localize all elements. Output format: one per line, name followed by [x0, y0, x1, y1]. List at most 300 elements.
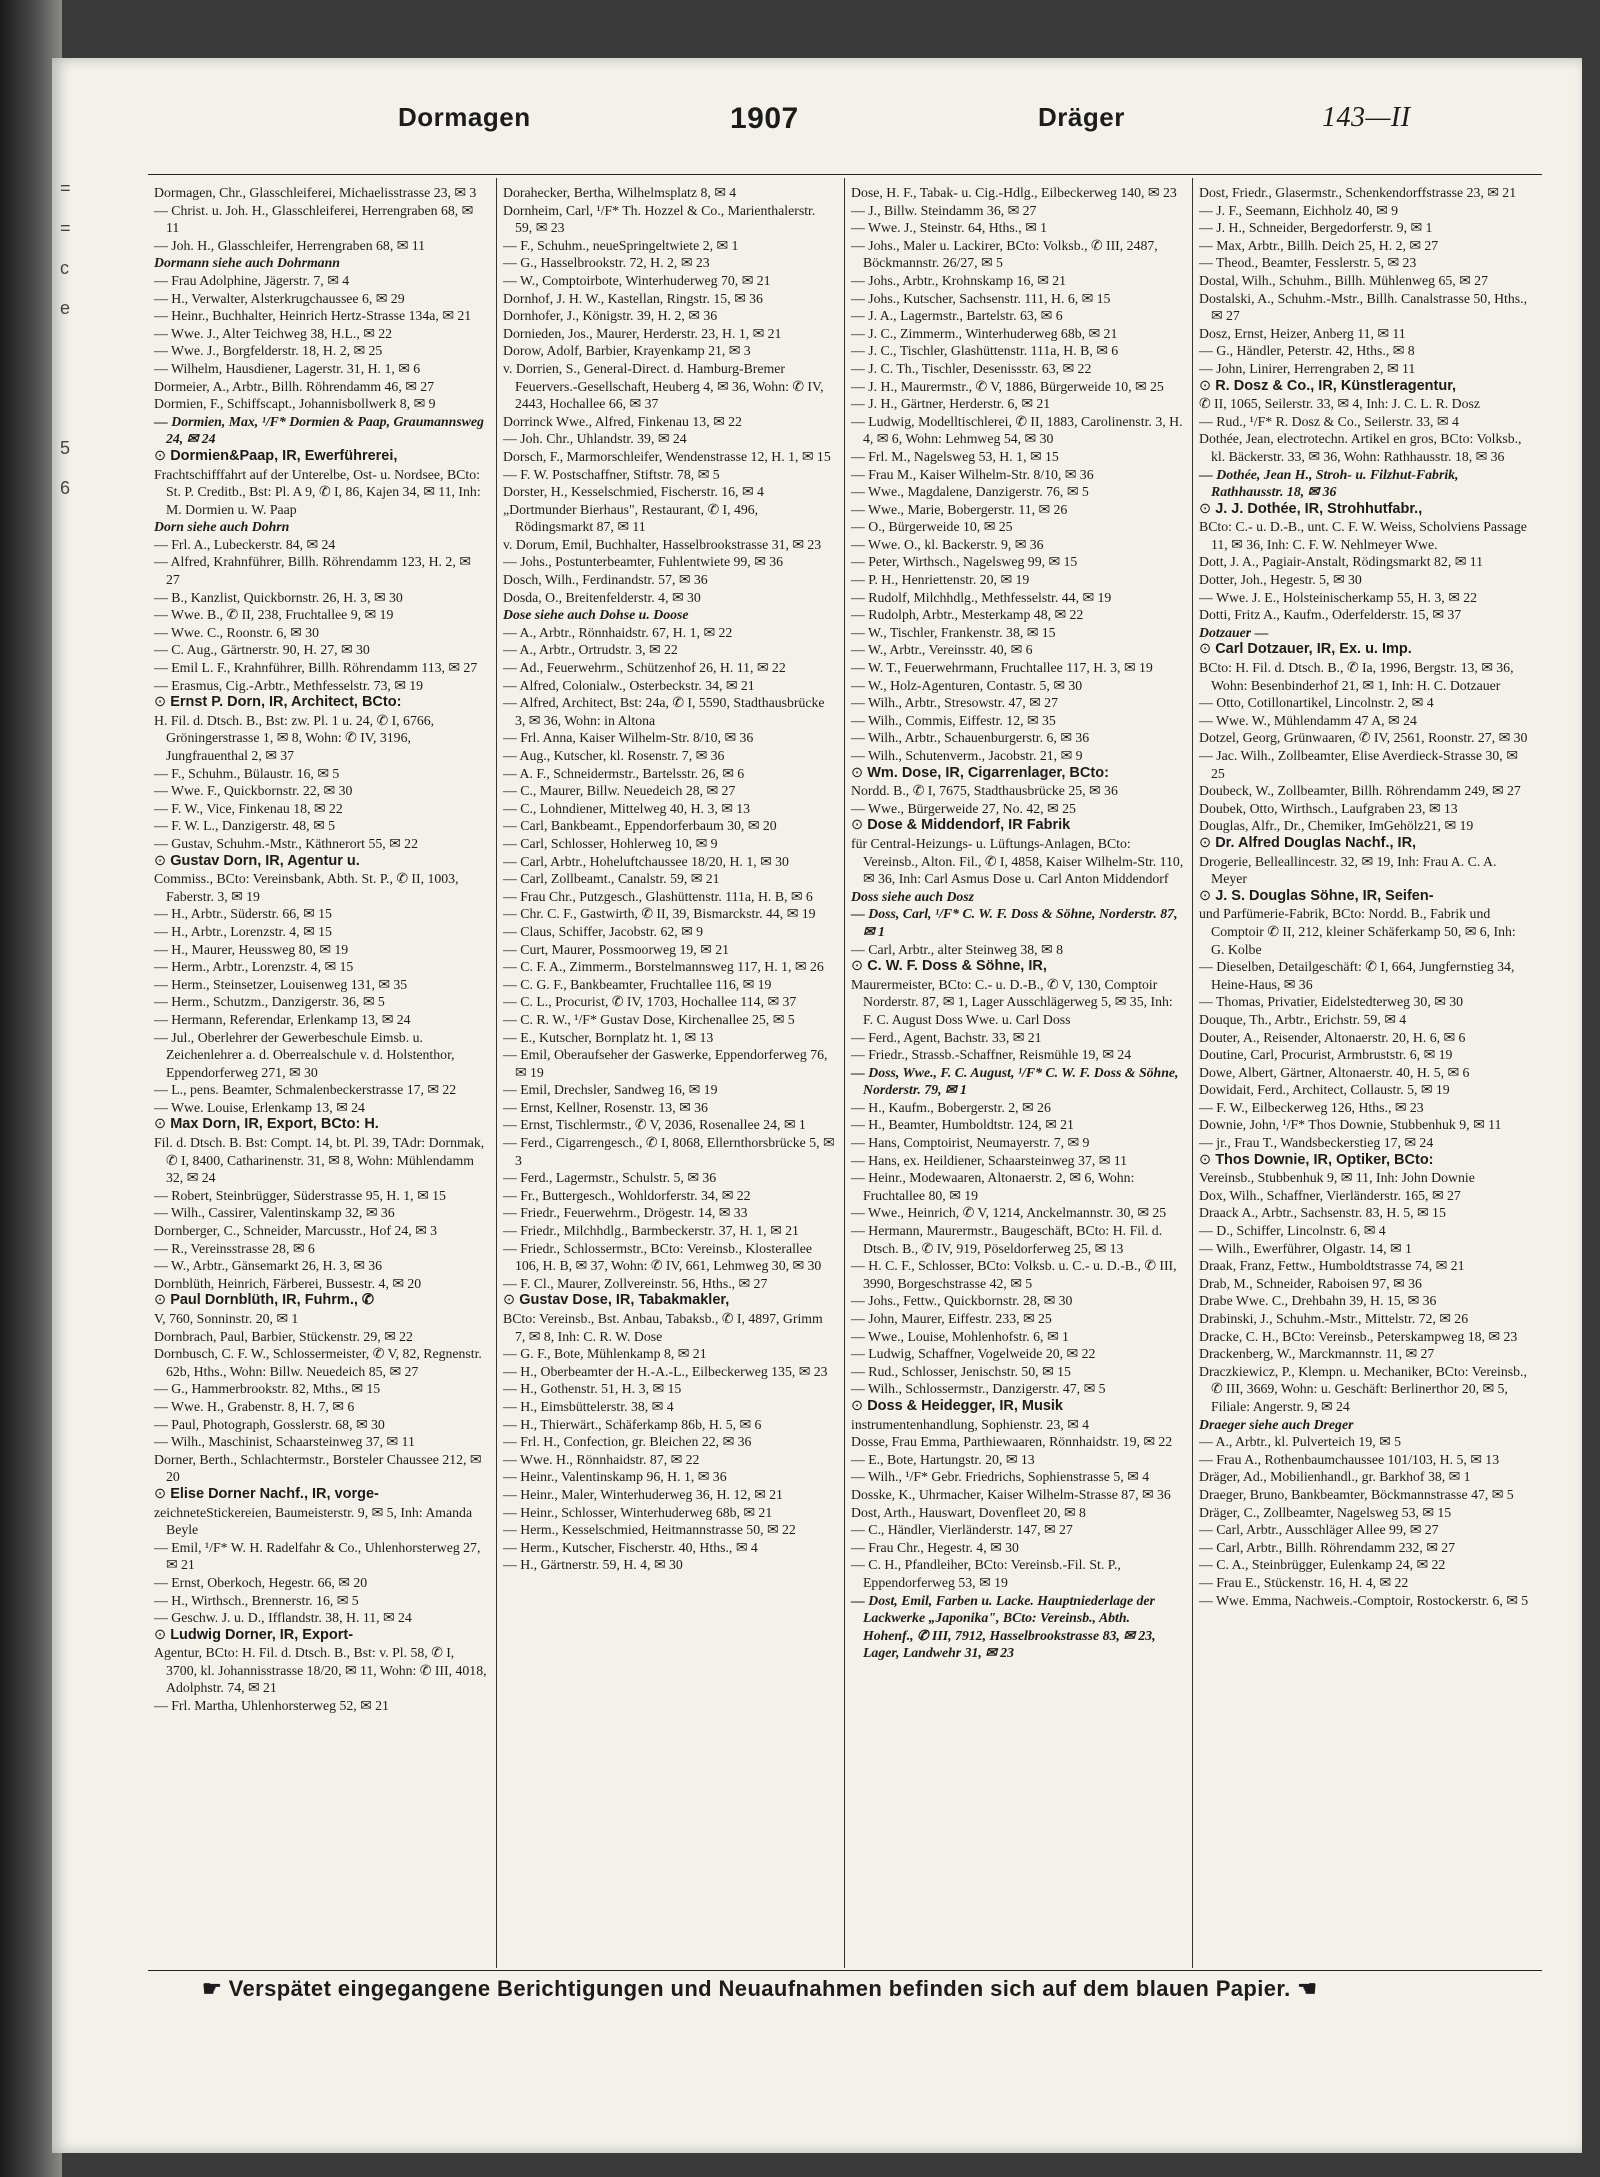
directory-entry: — F. W., Eilbeckerweg 126, Hths., ✉ 23: [1199, 1099, 1424, 1115]
directory-entry: — Johs., Fettw., Quickbornstr. 28, ✉ 30: [851, 1293, 1073, 1309]
directory-entry: — W., Comptoirbote, Winterhuderweg 70, ✉ 21: [503, 272, 771, 288]
margin-mark: e: [60, 298, 71, 318]
directory-entry: — Frau Chr., Putzgesch., Glashüttenstr. 111a, H. B, ✉ 6: [503, 888, 813, 904]
column-4: [1192, 178, 1540, 1968]
directory-entry: — H., Kaufm., Bobergerstr. 2, ✉ 26: [851, 1099, 1051, 1115]
directory-entry: — Emil, ¹/F* W. H. Radelfahr & Co., Uhlenhorsterweg 27, ✉ 21: [154, 1539, 481, 1573]
firm-entry: ⊙ Max Dorn, IR, Export, BCto: H.: [154, 1116, 488, 1134]
header-rule: [148, 174, 1542, 175]
directory-entry: — A., Arbtr., Ortrudstr. 3, ✉ 22: [503, 642, 678, 658]
section-entry: — Doss, Carl, ¹/F* C. W. F. Doss & Söhne, Norderstr. 87, ✉ 1: [851, 906, 1178, 939]
section-entry: Draeger siehe auch Dreger: [1199, 1416, 1354, 1432]
directory-entry: Dox, Wilh., Schaffner, Vierländerstr. 165, ✉ 27: [1199, 1187, 1461, 1203]
directory-entry: Dosse, Frau Emma, Parthiewaaren, Rönnhaidstr. 19, ✉ 22: [851, 1434, 1173, 1450]
directory-entry: — Wilhelm, Hausdiener, Lagerstr. 31, H. 1, ✉ 6: [154, 360, 421, 376]
directory-entry: — Ferd., Cigarrengesch., ✆ I, 8068, Ellernthorsbrücke 5, ✉ 3: [503, 1135, 835, 1168]
directory-entry: — Jac. Wilh., Zollbeamter, Elise Averdieck-Strasse 30, ✉ 25: [1199, 748, 1518, 781]
directory-entry: zeichneteStickereien, Baumeisterstr. 9, ✉ 5, Inh: Amanda Beyle: [154, 1504, 473, 1538]
directory-entry: — Emil, Drechsler, Sandweg 16, ✉ 19: [503, 1082, 718, 1098]
section-entry: Dotzauer —: [1199, 624, 1269, 640]
directory-entry: — Ernst, Oberkoch, Hegestr. 66, ✉ 20: [154, 1574, 368, 1590]
directory-entry: — Wwe. O., kl. Backerstr. 9, ✉ 36: [851, 536, 1044, 552]
firm-entry: ⊙ Dose & Middendorf, IR Fabrik: [851, 817, 1184, 835]
directory-entry: Vereinsb., Stubbenhuk 9, ✉ 11, Inh: John Downie: [1199, 1170, 1475, 1186]
directory-entry: — Robert, Steinbrügger, Süderstrasse 95, H. 1, ✉ 15: [154, 1187, 446, 1203]
directory-entry: — Heinr., Modewaaren, Altonaerstr. 2, ✉ 6, Wohn: Fruchtallee 80, ✉ 19: [851, 1170, 1135, 1203]
section-entry: — Dost, Emil, Farben u. Lacke. Hauptniederlage der Lackwerke „Japonika", BCto: Vereinsb., Abth. Hohenf., ✆ III, 7912, Hasselbrookstrasse 83, ✉ 23, Lager, Landwehr 31, ✉ 23: [851, 1592, 1156, 1661]
directory-entry: — Wilh., Commis, Eiffestr. 12, ✉ 35: [851, 712, 1056, 728]
directory-entry: — Wwe., Bürgerweide 27, No. 42, ✉ 25: [851, 800, 1076, 816]
directory-entry: — Wilh., Schutenverm., Jacobstr. 21, ✉ 9: [851, 748, 1083, 763]
directory-entry: Dornieden, Jos., Maurer, Herderstr. 23, H. 1, ✉ 21: [503, 325, 782, 341]
directory-entry: — J. H., Maurermstr., ✆ V, 1886, Bürgerweide 10, ✉ 25: [851, 378, 1164, 394]
directory-entry: Dost, Friedr., Glasermstr., Schenkendorffstrasse 23, ✉ 21: [1199, 185, 1517, 200]
directory-entry: — P. H., Henriettenstr. 20, ✉ 19: [851, 572, 1030, 588]
directory-entry: Dornheim, Carl, ¹/F* Th. Hozzel & Co., Marienthalerstr. 59, ✉ 23: [503, 202, 816, 236]
directory-entry: — G., Hammerbrookstr. 82, Mths., ✉ 15: [154, 1381, 381, 1397]
directory-entry: — J. F., Seemann, Eichholz 40, ✉ 9: [1199, 202, 1398, 218]
firm-entry: ⊙ Dormien&Paap, IR, Ewerführerei,: [154, 448, 488, 466]
directory-entry: — G., Händler, Peterstr. 42, Hths., ✉ 8: [1199, 343, 1415, 359]
directory-entry: — Herm., Kesselschmied, Heitmannstrasse 50, ✉ 22: [503, 1522, 796, 1538]
directory-entry: Dotzel, Georg, Grünwaaren, ✆ IV, 2561, Roonstr. 27, ✉ 30: [1199, 730, 1528, 746]
directory-entry: — J. H., Schneider, Bergedorferstr. 9, ✉ 1: [1199, 220, 1433, 236]
directory-entry: — H., Gärtnerstr. 59, H. 4, ✉ 30: [503, 1557, 683, 1573]
directory-entry: Drabe Wwe. C., Drehbahn 39, H. 15, ✉ 36: [1199, 1293, 1437, 1309]
section-entry: Dose siehe auch Dohse u. Doose: [503, 607, 689, 623]
section-entry: — Dothée, Jean H., Stroh- u. Filzhut-Fabrik, Rathhausstr. 18, ✉ 36: [1199, 466, 1459, 500]
directory-entry: BCto: C.- u. D.-B., unt. C. F. W. Weiss, Scholviens Passage 11, ✉ 36, Inh: C. F. W. Nehlmeyer Wwe.: [1199, 519, 1527, 552]
directory-entry: — Hans, Comptoirist, Neumayerstr. 7, ✉ 9: [851, 1135, 1090, 1151]
directory-entry: Dotti, Fritz A., Kaufm., Oderfelderstr. 15, ✉ 37: [1199, 607, 1462, 623]
directory-entry: Dornbrach, Paul, Barbier, Stückenstr. 29, ✉ 22: [154, 1328, 413, 1344]
directory-entry: Dorster, H., Kesselschmied, Fischerstr. 16, ✉ 4: [503, 484, 764, 500]
directory-entry: — Wilh., Cassirer, Valentinskamp 32, ✉ 36: [154, 1205, 395, 1221]
directory-entry: — A., Arbtr., Rönnhaidstr. 67, H. 1, ✉ 22: [503, 624, 733, 640]
directory-entry: — Hermann, Maurermstr., Baugeschäft, BCto: H. Fil. d. Dtsch. B., ✆ IV, 919, Pöseldorferweg 25, ✉ 13: [851, 1223, 1163, 1256]
directory-entry: Draeger, Bruno, Bankbeamter, Böckmannstrasse 47, ✉ 5: [1199, 1486, 1514, 1502]
directory-entry: Dott, J. A., Pagiair-Anstalt, Rödingsmarkt 82, ✉ 11: [1199, 554, 1484, 570]
directory-entry: — Paul, Photograph, Gosslerstr. 68, ✉ 30: [154, 1416, 385, 1432]
directory-entry: — jr., Frau T., Wandsbeckerstieg 17, ✉ 24: [1199, 1135, 1434, 1151]
pointing-hand-right-icon: ☚: [1297, 1976, 1318, 2001]
directory-entry: — Ernst, Tischlermstr., ✆ V, 2036, Rosenallee 24, ✉ 1: [503, 1117, 806, 1133]
directory-entry: — F. W. Postschaffner, Stiftstr. 78, ✉ 5: [503, 466, 720, 482]
directory-entry: — Claus, Schiffer, Jacobstr. 62, ✉ 9: [503, 923, 704, 939]
directory-entry: Dorsch, F., Marmorschleifer, Wendenstrasse 12, H. 1, ✉ 15: [503, 448, 831, 464]
directory-entry: — D., Schiffer, Lincolnstr. 6, ✉ 4: [1199, 1223, 1386, 1239]
directory-entry: Dothée, Jean, electrotechn. Artikel en gros, BCto: Volksb., kl. Bäckerstr. 33, ✉ 36, Wohn: Rathhausstr. 18, ✉ 36: [1199, 431, 1522, 464]
directory-entry: — C. A., Steinbrügger, Eulenkamp 24, ✉ 22: [1199, 1557, 1446, 1573]
directory-entry: — F. W. L., Danzigerstr. 48, ✉ 5: [154, 818, 335, 834]
directory-entry: „Dortmunder Bierhaus", Restaurant, ✆ I, 496, Rödingsmarkt 87, ✉ 11: [503, 501, 759, 535]
directory-entry: — Wwe. J. E., Holsteinischerkamp 55, H. 3, ✉ 22: [1199, 589, 1478, 605]
directory-entry: für Central-Heizungs- u. Lüftungs-Anlagen, BCto: Vereinsb., Alton. Fil., ✆ I, 4858, Kaiser Wilhelm-Str. 110, ✉ 36, Inh: Carl Asmus Dose u. Carl Anton Middendorf: [851, 835, 1184, 887]
directory-entry: — Carl, Bankbeamt., Eppendorferbaum 30, ✉ 20: [503, 818, 777, 834]
page-header: [52, 58, 1582, 138]
directory-entry: Doubeck, W., Zollbeamter, Billh. Röhrendamm 249, ✉ 27: [1199, 783, 1521, 799]
margin-mark: c: [60, 258, 69, 278]
directory-entry: — Emil L. F., Krahnführer, Billh. Röhrendamm 113, ✉ 27: [154, 660, 478, 676]
directory-entry: — Wwe. B., ✆ II, 238, Fruchtallee 9, ✉ 19: [154, 607, 394, 623]
directory-entry: Dorow, Adolf, Barbier, Krayenkamp 21, ✉ 3: [503, 343, 751, 359]
firm-entry: ⊙ Gustav Dorn, IR, Agentur u.: [154, 853, 488, 871]
section-entry: — Doss, Wwe., F. C. August, ¹/F* C. W. F. Doss & Söhne, Norderstr. 79, ✉ 1: [851, 1064, 1179, 1098]
directory-entry: Dotter, Joh., Hegestr. 5, ✉ 30: [1199, 572, 1362, 588]
directory-entry: — Johs., Postunterbeamter, Fuhlentwiete 99, ✉ 36: [503, 554, 784, 570]
directory-entry: — C. H., Pfandleiher, BCto: Vereinsb.-Fil. St. P., Eppendorferweg 53, ✉ 19: [851, 1557, 1121, 1590]
directory-entry: — A. F., Schneidermstr., Bartelsstr. 26, ✉ 6: [503, 765, 745, 781]
directory-entry: — Hans, ex. Heildiener, Schaarsteinweg 37, ✉ 11: [851, 1152, 1128, 1168]
directory-entry: — J. H., Gärtner, Herderstr. 6, ✉ 21: [851, 396, 1051, 412]
column-3: [844, 178, 1192, 1968]
directory-entry: Agentur, BCto: H. Fil. d. Dtsch. B., Bst: v. Pl. 58, ✆ I, 3700, kl. Johannisstrasse 18/20, ✉ 11, Wohn: ✆ III, 4018, Adolphstr. 74, ✉ 21: [154, 1645, 487, 1696]
directory-entry: — A., Arbtr., kl. Pulverteich 19, ✉ 5: [1199, 1434, 1402, 1450]
directory-entry: — C. G. F., Bankbeamter, Fruchtallee 116, ✉ 19: [503, 976, 772, 992]
directory-entry: — Carl, Arbtr., alter Steinweg 38, ✉ 8: [851, 941, 1063, 957]
directory-entry: — Ludwig, Schaffner, Vogelweide 20, ✉ 22: [851, 1346, 1096, 1362]
directory-entry: — Frl. H., Confection, gr. Bleichen 22, ✉ 36: [503, 1434, 752, 1450]
directory-entry: — E., Bote, Hartungstr. 20, ✉ 13: [851, 1451, 1035, 1467]
firm-entry: ⊙ J. S. Douglas Söhne, IR, Seifen-: [1199, 888, 1532, 906]
directory-entry: Commiss., BCto: Vereinsbank, Abth. St. P., ✆ II, 1003, Faberstr. 3, ✉ 19: [154, 871, 459, 904]
directory-entry: — Erasmus, Cig.-Arbtr., Methfesselstr. 73, ✉ 19: [154, 677, 424, 693]
directory-entry: — C., Händler, Vierländerstr. 147, ✉ 27: [851, 1522, 1073, 1538]
directory-entry: Dost, Arth., Hauswart, Dovenfleet 20, ✉ 8: [851, 1504, 1086, 1520]
directory-entry: BCto: H. Fil. d. Dtsch. B., ✆ Ia, 1996, Bergstr. 13, ✉ 36, Wohn: Besenbinderhof 21, ✉ 1, Inh: H. C. Dotzauer: [1199, 660, 1514, 693]
directory-entry: — G., Hasselbrookstr. 72, H. 2, ✉ 23: [503, 255, 710, 271]
directory-entry: Douque, Th., Arbtr., Erichstr. 59, ✉ 4: [1199, 1011, 1407, 1027]
directory-entry: — Johs., Kutscher, Sachsenstr. 111, H. 6, ✉ 15: [851, 290, 1111, 306]
directory-entry: Maurermeister, BCto: C.- u. D.-B., ✆ V, 130, Comptoir Norderstr. 87, ✉ 1, Lager Ausschlägerweg 5, ✉ 35, Inh: F. C. August Doss Wwe. u. Carl Doss: [851, 976, 1173, 1027]
directory-entry: Dräger, Ad., Mobilienhandl., gr. Barkhof 38, ✉ 1: [1199, 1469, 1471, 1485]
directory-entry: — Wwe. W., Mühlendamm 47 A, ✉ 24: [1199, 712, 1417, 728]
margin-mark: 5: [60, 438, 71, 458]
directory-entry: — Frau E., Stückenstr. 16, H. 4, ✉ 22: [1199, 1574, 1409, 1590]
header-first-entry: Dormagen: [398, 102, 531, 132]
directory-entry: — Wilh., Arbtr., Schauenburgerstr. 6, ✉ 36: [851, 730, 1090, 746]
directory-entry: — Friedr., Milchhdlg., Barmbeckerstr. 37, H. 1, ✉ 21: [503, 1223, 799, 1239]
header-year: 1907: [730, 102, 799, 135]
directory-entry: — Herm., Arbtr., Lorenzstr. 4, ✉ 15: [154, 959, 354, 975]
firm-entry: ⊙ J. J. Dothée, IR, Strohhutfabr.,: [1199, 501, 1532, 519]
directory-entry: — Wilh., ¹/F* Gebr. Friedrichs, Sophienstrasse 5, ✉ 4: [851, 1469, 1150, 1485]
directory-entry: — Herm., Schutzm., Danzigerstr. 36, ✉ 5: [154, 994, 385, 1010]
directory-entry: — W., Holz-Agenturen, Contastr. 5, ✉ 30: [851, 677, 1083, 693]
directory-entry: Douter, A., Reisender, Altonaerstr. 20, H. 6, ✉ 6: [1199, 1029, 1466, 1045]
directory-entry: Dowe, Albert, Gärtner, Altonaerstr. 40, H. 5, ✉ 6: [1199, 1064, 1470, 1080]
directory-entry: — Aug., Kutscher, kl. Rosenstr. 7, ✉ 36: [503, 748, 725, 763]
directory-entry: — Ad., Feuerwehrm., Schützenhof 26, H. 11, ✉ 22: [503, 660, 786, 676]
directory-entry: Douglas, Alfr., Dr., Chemiker, ImGehölz21, ✉ 19: [1199, 818, 1474, 834]
directory-entry: — Wwe. J., Borgfelderstr. 18, H. 2, ✉ 25: [154, 343, 383, 359]
directory-entry: — B., Kanzlist, Quickbornstr. 26, H. 3, ✉ 30: [154, 589, 403, 605]
directory-entry: Doubek, Otto, Wirthsch., Laufgraben 23, ✉ 13: [1199, 800, 1458, 816]
column-1: [148, 178, 496, 1968]
directory-entry: — H. C. F., Schlosser, BCto: Volksb. u. C.- u. D.-B., ✆ III, 3990, Borgeschstrasse 42, ✉ 5: [851, 1258, 1177, 1291]
directory-entry: — Wilh., Ewerführer, Olgastr. 14, ✉ 1: [1199, 1240, 1412, 1256]
directory-entry: Dornhof, J. H. W., Kastellan, Ringstr. 15, ✉ 36: [503, 290, 763, 306]
directory-entry: — Wwe. H., Rönnhaidstr. 87, ✉ 22: [503, 1451, 700, 1467]
directory-entry: — Friedr., Schlossermstr., BCto: Vereinsb., Klosterallee 106, H. B, ✉ 37, Wohn: ✆ IV, 661, Lehmweg 30, ✉ 30: [503, 1240, 822, 1274]
directory-entry: — Joh. Chr., Uhlandstr. 39, ✉ 24: [503, 431, 687, 447]
directory-entry: — F. W., Vice, Finkenau 18, ✉ 22: [154, 800, 343, 816]
directory-entry: — Heinr., Maler, Winterhuderweg 36, H. 12, ✉ 21: [503, 1486, 783, 1502]
directory-entry: — Wwe. J., Alter Teichweg 38, H.L., ✉ 22: [154, 325, 393, 341]
firm-entry: ⊙ Thos Downie, IR, Optiker, BCto:: [1199, 1152, 1532, 1170]
directory-entry: Dornhofer, J., Königstr. 39, H. 2, ✉ 36: [503, 308, 718, 324]
directory-entry: — Otto, Cotillonartikel, Lincolnstr. 2, ✉ 4: [1199, 695, 1434, 711]
directory-entry: — Johs., Arbtr., Krohnskamp 16, ✉ 21: [851, 272, 1067, 288]
margin-mark: 6: [60, 478, 71, 498]
directory-entry: ✆ II, 1065, Seilerstr. 33, ✉ 4, Inh: J. C. L. R. Dosz: [1199, 396, 1481, 412]
directory-entry: — Carl, Arbtr., Ausschläger Allee 99, ✉ 27: [1199, 1522, 1439, 1538]
directory-entry: — Emil, Oberaufseher der Gaswerke, Eppendorferweg 76, ✉ 19: [503, 1047, 828, 1080]
directory-entry: — L., pens. Beamter, Schmalenbeckerstrasse 17, ✉ 22: [154, 1082, 457, 1098]
directory-entry: — H., Maurer, Heussweg 80, ✉ 19: [154, 941, 349, 957]
directory-entry: Dorrinck Wwe., Alfred, Finkenau 13, ✉ 22: [503, 413, 742, 429]
directory-entry: — Chr. C. F., Gastwirth, ✆ II, 39, Bismarckstr. 44, ✉ 19: [503, 906, 816, 922]
directory-entry: — Wilh., Arbtr., Stresowstr. 47, ✉ 27: [851, 695, 1058, 711]
directory-entry: — Frl. Martha, Uhlenhorsterweg 52, ✉ 21: [154, 1698, 389, 1714]
directory-entry: — R., Vereinsstrasse 28, ✉ 6: [154, 1240, 315, 1256]
directory-entry: — J. C., Zimmerm., Winterhuderweg 68b, ✉ 21: [851, 325, 1118, 341]
directory-entry: Dorahecker, Bertha, Wilhelmsplatz 8, ✉ 4: [503, 185, 737, 200]
directory-entry: — Carl, Arbtr., Billh. Röhrendamm 232, ✉ 27: [1199, 1539, 1456, 1555]
directory-page: [52, 58, 1582, 2153]
directory-entry: — Wilh., Schlossermstr., Danzigerstr. 47, ✉ 5: [851, 1381, 1106, 1397]
directory-entry: — Wwe., Magdalene, Danzigerstr. 76, ✉ 5: [851, 484, 1089, 500]
column-2: [496, 178, 844, 1968]
directory-entry: — Wwe. J., Steinstr. 64, Hths., ✉ 1: [851, 220, 1048, 236]
directory-entry: Drogerie, Belleallincestr. 32, ✉ 19, Inh: Frau A. C. A. Meyer: [1199, 853, 1497, 887]
directory-entry: — H., Verwalter, Alsterkrugchaussee 6, ✉ 29: [154, 290, 405, 306]
directory-entry: — Frau Adolphine, Jägerstr. 7, ✉ 4: [154, 272, 350, 288]
directory-entry: — H., Arbtr., Süderstr. 66, ✉ 15: [154, 906, 332, 922]
directory-entry: — Heinr., Buchhalter, Heinrich Hertz-Strasse 134a, ✉ 21: [154, 308, 472, 324]
directory-entry: — W., Tischler, Frankenstr. 38, ✉ 15: [851, 624, 1056, 640]
firm-entry: ⊙ Ernst P. Dorn, IR, Architect, BCto:: [154, 694, 488, 712]
directory-entry: — Carl, Arbtr., Hoheluftchaussee 18/20, H. 1, ✉ 30: [503, 853, 789, 869]
directory-entry: — Friedr., Feuerwehrm., Drögestr. 14, ✉ 33: [503, 1205, 748, 1221]
directory-entry: — H., Beamter, Humboldtstr. 124, ✉ 21: [851, 1117, 1074, 1133]
directory-entry: — Peter, Wirthsch., Nagelsweg 99, ✉ 15: [851, 554, 1078, 570]
firm-entry: ⊙ Carl Dotzauer, IR, Ex. u. Imp.: [1199, 641, 1532, 659]
directory-entry: Dräger, C., Zollbeamter, Nagelsweg 53, ✉ 15: [1199, 1504, 1452, 1520]
margin-mark: =: [60, 178, 71, 198]
section-entry: Dorn siehe auch Dohrn: [154, 519, 290, 535]
directory-entry: Drabinski, J., Schuhm.-Mstr., Mittelstr. 72, ✉ 26: [1199, 1311, 1469, 1326]
directory-entry: Dormeier, A., Arbtr., Billh. Röhrendamm 46, ✉ 27: [154, 378, 435, 394]
directory-entry: — Theod., Beamter, Fesslerstr. 5, ✉ 23: [1199, 255, 1417, 271]
directory-entry: — Wwe. Emma, Nachweis.-Comptoir, Rostockerstr. 6, ✉ 5: [1199, 1592, 1529, 1608]
directory-entry: Dosz, Ernst, Heizer, Anberg 11, ✉ 11: [1199, 325, 1406, 341]
directory-entry: — F., Schuhm., Bülaustr. 16, ✉ 5: [154, 765, 340, 781]
directory-entry: Dose, H. F., Tabak- u. Cig.-Hdlg., Eilbeckerweg 140, ✉ 23: [851, 185, 1177, 200]
directory-entry: Dormien, F., Schiffscapt., Johannisbollwerk 8, ✉ 9: [154, 396, 436, 412]
directory-entry: — Rud., ¹/F* R. Dosz & Co., Seilerstr. 33, ✉ 4: [1199, 413, 1459, 429]
firm-entry: ⊙ Dr. Alfred Douglas Nachf., IR,: [1199, 835, 1532, 853]
directory-entry: — G. F., Bote, Mühlenkamp 8, ✉ 21: [503, 1346, 707, 1362]
page-number: 143—II: [1322, 102, 1411, 133]
directory-entry: — Fr., Buttergesch., Wohldorferstr. 34, ✉ 22: [503, 1187, 751, 1203]
directory-entry: — W. T., Feuerwehrmann, Fruchtallee 117, H. 3, ✉ 19: [851, 660, 1153, 676]
directory-entry: — Hermann, Referendar, Erlenkamp 13, ✉ 24: [154, 1011, 411, 1027]
directory-entry: — C., Lohndiener, Mittelweg 40, H. 3, ✉ 13: [503, 800, 751, 816]
firm-entry: ⊙ C. W. F. Doss & Söhne, IR,: [851, 958, 1184, 976]
directory-entry: — H., Gothenstr. 51, H. 3, ✉ 15: [503, 1381, 682, 1397]
directory-entry: Drackenberg, W., Marckmannstr. 11, ✉ 27: [1199, 1346, 1435, 1362]
directory-entry: — H., Oberbeamter der H.-A.-L., Eilbeckerweg 135, ✉ 23: [503, 1363, 828, 1379]
directory-entry: — H., Arbtr., Lorenzstr. 4, ✉ 15: [154, 923, 332, 939]
directory-entry: — Wwe., Louise, Mohlenhofstr. 6, ✉ 1: [851, 1328, 1069, 1344]
directory-entry: — Wwe. F., Quickbornstr. 22, ✉ 30: [154, 783, 353, 799]
directory-entry: — O., Bürgerweide 10, ✉ 25: [851, 519, 1013, 535]
directory-entry: — Gustav, Schuhm.-Mstr., Käthnerort 55, ✉ 22: [154, 835, 418, 851]
directory-entry: Dornberger, C., Schneider, Marcusstr., Hof 24, ✉ 3: [154, 1223, 438, 1239]
directory-entry: Dracke, C. H., BCto: Vereinsb., Peterskampweg 18, ✉ 23: [1199, 1328, 1518, 1344]
directory-entry: — C. Aug., Gärtnerstr. 90, H. 27, ✉ 30: [154, 642, 370, 658]
firm-entry: ⊙ Wm. Dose, IR, Cigarrenlager, BCto:: [851, 765, 1184, 783]
directory-entry: instrumentenhandlung, Sophienstr. 23, ✉ 4: [851, 1416, 1090, 1432]
directory-entry: — Christ. u. Joh. H., Glasschleiferei, Herrengraben 68, ✉ 11: [154, 202, 474, 236]
directory-entry: — Heinr., Valentinskamp 96, H. 1, ✉ 36: [503, 1469, 727, 1485]
directory-entry: — Frau M., Kaiser Wilhelm-Str. 8/10, ✉ 36: [851, 466, 1094, 482]
directory-entry: Dowidait, Ferd., Architect, Collaustr. 5, ✉ 19: [1199, 1082, 1450, 1098]
firm-entry: ⊙ Gustav Dose, IR, Tabakmakler,: [503, 1292, 836, 1310]
directory-entry: Dosske, K., Uhrmacher, Kaiser Wilhelm-Strasse 87, ✉ 36: [851, 1486, 1171, 1502]
directory-entry: Dormagen, Chr., Glasschleiferei, Michaelisstrasse 23, ✉ 3: [154, 185, 477, 200]
directory-entry: — F., Schuhm., neueSpringeltwiete 2, ✉ 1: [503, 237, 739, 253]
section-entry: Doss siehe auch Dosz: [851, 888, 975, 904]
directory-entry: Drab, M., Schneider, Raboisen 97, ✉ 36: [1199, 1275, 1422, 1291]
directory-entry: — H., Wirthsch., Brennerstr. 16, ✉ 5: [154, 1592, 359, 1608]
directory-entry: — C. F. A., Zimmerm., Borstelmannsweg 117, H. 1, ✉ 26: [503, 959, 824, 975]
directory-entry: — Frau A., Rothenbaumchaussee 101/103, H. 5, ✉ 13: [1199, 1451, 1500, 1467]
directory-entry: — Carl, Zollbeamt., Canalstr. 59, ✉ 21: [503, 871, 720, 887]
directory-entry: — Ferd., Lagermstr., Schulstr. 5, ✉ 36: [503, 1170, 717, 1186]
directory-entry: — Curt, Maurer, Possmoorweg 19, ✉ 21: [503, 941, 729, 957]
directory-entry: — Carl, Schlosser, Hohlerweg 10, ✉ 9: [503, 835, 718, 851]
pointing-hand-left-icon: ☛: [202, 1976, 223, 2001]
footer-rule: [148, 1970, 1542, 1971]
directory-entry: Dornblüth, Heinrich, Färberei, Bussestr. 4, ✉ 20: [154, 1275, 422, 1291]
directory-entry: — Joh. H., Glasschleifer, Herrengraben 68, ✉ 11: [154, 237, 426, 253]
header-last-entry: Dräger: [1038, 102, 1125, 132]
directory-entry: — C., Maurer, Billw. Neuedeich 28, ✉ 27: [503, 783, 736, 799]
directory-entry: v. Dorum, Emil, Buchhalter, Hasselbrookstrasse 31, ✉ 23: [503, 536, 822, 552]
directory-entry: — F. Cl., Maurer, Zollvereinstr. 56, Hths., ✉ 27: [503, 1275, 768, 1291]
directory-entry: Draak, Franz, Fettw., Humboldtstrasse 74, ✉ 21: [1199, 1258, 1465, 1274]
directory-entry: — Wwe. Louise, Erlenkamp 13, ✉ 24: [154, 1099, 365, 1115]
directory-entry: — Rudolf, Milchhdlg., Methfesselstr. 44, ✉ 19: [851, 589, 1112, 605]
directory-entry: — Friedr., Strassb.-Schaffner, Reismühle 19, ✉ 24: [851, 1047, 1132, 1063]
directory-entry: — Jul., Oberlehrer der Gewerbeschule Eimsb. u. Zeichenlehrer a. d. Oberrealschule v. d. Holstenthor, Eppendorferweg 271, ✉ 30: [154, 1029, 455, 1080]
directory-entry: Fil. d. Dtsch. B. Bst: Compt. 14, bt. Pl. 39, TAdr: Dornmak, ✆ I, 8400, Catharinenstr. 31, ✉ 8, Wohn: Mühlendamm 32, ✉ 24: [154, 1135, 485, 1186]
directory-entry: — Rud., Schlosser, Jenischstr. 50, ✉ 15: [851, 1363, 1071, 1379]
directory-entry: Dornbusch, C. F. W., Schlossermeister, ✆ V, 82, Regnenstr. 62b, Hths., Wohn: Billw. Neuedeich 85, ✉ 27: [154, 1346, 482, 1379]
directory-entry: — Rudolph, Arbtr., Mesterkamp 48, ✉ 22: [851, 607, 1084, 623]
directory-entry: — C. R. W., ¹/F* Gustav Dose, Kirchenallee 25, ✉ 5: [503, 1011, 795, 1027]
directory-entry: — Dieselben, Detailgeschäft: ✆ I, 664, Jungfernstieg 34, Heine-Haus, ✉ 36: [1199, 959, 1515, 992]
directory-entry: Doutine, Carl, Procurist, Armbruststr. 6, ✉ 19: [1199, 1047, 1453, 1063]
directory-entry: V, 760, Sonninstr. 20, ✉ 1: [154, 1311, 299, 1326]
directory-entry: Dosda, O., Breitenfelderstr. 4, ✉ 30: [503, 589, 701, 605]
directory-entry: — Herm., Steinsetzer, Louisenweg 131, ✉ 35: [154, 976, 408, 992]
directory-entry: — W., Arbtr., Gänsemarkt 26, H. 3, ✉ 36: [154, 1258, 383, 1274]
directory-entry: — Wwe., Heinrich, ✆ V, 1214, Anckelmannstr. 30, ✉ 25: [851, 1205, 1167, 1221]
directory-entry: — Frl. A., Lubeckerstr. 84, ✉ 24: [154, 536, 336, 552]
directory-entry: — Wilh., Maschinist, Schaarsteinweg 37, ✉ 11: [154, 1434, 415, 1450]
directory-columns: [148, 178, 1540, 1968]
directory-entry: — H., Eimsbüttelerstr. 38, ✉ 4: [503, 1398, 674, 1414]
directory-entry: — Heinr., Schlosser, Winterhuderweg 68b, ✉ 21: [503, 1504, 773, 1520]
directory-entry: Dorner, Berth., Schlachtermstr., Borsteler Chaussee 212, ✉ 20: [154, 1451, 482, 1485]
directory-entry: Frachtschifffahrt auf der Unterelbe, Ost- u. Nordsee, BCto: St. P. Creditb., Bst: Pl. A 9, ✆ I, 86, Kajen 34, ✉ 11, Inh: M. Dormien u. W. Paap: [154, 466, 481, 517]
directory-entry: BCto: Vereinsb., Bst. Anbau, Tabaksb., ✆ I, 4897, Grimm 7, ✉ 8, Inh: C. R. W. Dose: [503, 1311, 823, 1344]
margin-mark: =: [60, 218, 71, 238]
directory-entry: — Ernst, Kellner, Rosenstr. 13, ✉ 36: [503, 1099, 708, 1115]
directory-entry: Dostal, Wilh., Schuhm., Billh. Mühlenweg 65, ✉ 27: [1199, 272, 1488, 288]
directory-entry: — E., Kutscher, Bornplatz ht. 1, ✉ 13: [503, 1029, 714, 1045]
directory-entry: — C. L., Procurist, ✆ IV, 1703, Hochallee 114, ✉ 37: [503, 994, 797, 1010]
directory-entry: — Alfred, Architect, Bst: 24a, ✆ I, 5590, Stadthausbrücke 3, ✉ 36, Wohn: in Altona: [503, 695, 825, 728]
directory-entry: Draczkiewicz, P., Klempn. u. Mechaniker, BCto: Vereinsb., ✆ III, 3669, Wohn: u. Geschäft: Berlinerthor 20, ✉ 5, Filiale: Angerstr. 9, ✉ 24: [1199, 1363, 1527, 1414]
directory-entry: — Frau Chr., Hegestr. 4, ✉ 30: [851, 1539, 1019, 1555]
directory-entry: — Max, Arbtr., Billh. Deich 25, H. 2, ✉ 27: [1199, 237, 1439, 253]
directory-entry: H. Fil. d. Dtsch. B., Bst: zw. Pl. 1 u. 24, ✆ I, 6766, Gröningerstrasse 1, ✉ 8, Wohn: ✆ IV, 3196, Jungfrauenthal 2, ✉ 37: [154, 712, 435, 763]
directory-entry: — Thomas, Privatier, Eidelstedterweg 30, ✉ 30: [1199, 994, 1464, 1010]
directory-entry: — J. C., Tischler, Glashüttenstr. 111a, H. B, ✉ 6: [851, 343, 1119, 359]
directory-entry: — Herm., Kutscher, Fischerstr. 40, Hths., ✉ 4: [503, 1539, 758, 1555]
directory-entry: Dosch, Wilh., Ferdinandstr. 57, ✉ 36: [503, 572, 708, 588]
firm-entry: ⊙ Elise Dorner Nachf., IR, vorge-: [154, 1486, 488, 1504]
firm-entry: ⊙ R. Dosz & Co., IR, Künstleragentur,: [1199, 378, 1532, 396]
directory-entry: — Alfred, Krahnführer, Billh. Röhrendamm 123, H. 2, ✉ 27: [154, 554, 471, 588]
directory-entry: Nordd. B., ✆ I, 7675, Stadthausbrücke 25, ✉ 36: [851, 783, 1118, 799]
footer-text: Verspätet eingegangene Berichtigungen und Neuaufnahmen befinden sich auf dem blauen Papier.: [228, 1976, 1291, 2001]
directory-entry: — Wwe. H., Grabenstr. 8, H. 7, ✉ 6: [154, 1398, 355, 1414]
directory-entry: — John, Linirer, Herrengraben 2, ✉ 11: [1199, 360, 1416, 376]
directory-entry: — Wwe. C., Roonstr. 6, ✉ 30: [154, 624, 319, 640]
directory-entry: — Geschw. J. u. D., Ifflandstr. 38, H. 11, ✉ 24: [154, 1610, 412, 1626]
footer-notice: [202, 1976, 1502, 2002]
directory-entry: — John, Maurer, Eiffestr. 233, ✉ 25: [851, 1311, 1052, 1326]
firm-entry: ⊙ Ludwig Dorner, IR, Export-: [154, 1627, 488, 1645]
directory-entry: — Alfred, Colonialw., Osterbeckstr. 34, ✉ 21: [503, 677, 755, 693]
section-entry: — Dormien, Max, ¹/F* Dormien & Paap, Graumannsweg 24, ✉ 24: [154, 413, 484, 447]
directory-entry: — Ludwig, Modelltischlerei, ✆ II, 1883, Carolinenstr. 3, H. 4, ✉ 6, Wohn: Lehmweg 54, ✉ 30: [851, 413, 1183, 447]
directory-entry: — H., Thierwärt., Schäferkamp 86b, H. 5, ✉ 6: [503, 1416, 762, 1432]
directory-entry: Downie, John, ¹/F* Thos Downie, Stubbenhuk 9, ✉ 11: [1199, 1117, 1502, 1133]
firm-entry: ⊙ Paul Dornblüth, IR, Fuhrm., ✆: [154, 1292, 488, 1310]
directory-entry: — Johs., Maler u. Lackirer, BCto: Volksb., ✆ III, 2487, Böckmannstr. 26/27, ✉ 5: [851, 237, 1158, 271]
directory-entry: — J. C. Th., Tischler, Desenissstr. 63, ✉ 22: [851, 360, 1092, 376]
directory-entry: Dostalski, A., Schuhm.-Mstr., Billh. Canalstrasse 50, Hths., ✉ 27: [1199, 290, 1528, 324]
firm-entry: ⊙ Doss & Heidegger, IR, Musik: [851, 1398, 1184, 1416]
directory-entry: und Parfümerie-Fabrik, BCto: Nordd. B., Fabrik und Comptoir ✆ II, 212, kleiner Schäferkamp 50, ✉ 6, Inh: G. Kolbe: [1199, 906, 1516, 957]
directory-entry: — Frl. M., Nagelsweg 53, H. 1, ✉ 15: [851, 448, 1059, 464]
directory-entry: v. Dorrien, S., General-Direct. d. Hamburg-Bremer Feuervers.-Gesellschaft, Heuberg 4, ✉ 36, Wohn: ✆ IV, 2443, Hochallee 66, ✉ 37: [503, 360, 824, 412]
directory-entry: — Frl. Anna, Kaiser Wilhelm-Str. 8/10, ✉ 36: [503, 730, 754, 746]
directory-entry: Draack A., Arbtr., Sachsenstr. 83, H. 5, ✉ 15: [1199, 1205, 1446, 1221]
directory-entry: — Ferd., Agent, Bachstr. 33, ✉ 21: [851, 1029, 1042, 1045]
section-entry: Dormann siehe auch Dohrmann: [154, 255, 340, 271]
directory-entry: — J. A., Lagermstr., Bartelstr. 63, ✉ 6: [851, 308, 1063, 324]
directory-entry: — Wwe., Marie, Bobergerstr. 11, ✉ 26: [851, 501, 1068, 517]
directory-entry: — W., Arbtr., Vereinsstr. 40, ✉ 6: [851, 642, 1033, 658]
directory-entry: — J., Billw. Steindamm 36, ✉ 27: [851, 202, 1037, 218]
